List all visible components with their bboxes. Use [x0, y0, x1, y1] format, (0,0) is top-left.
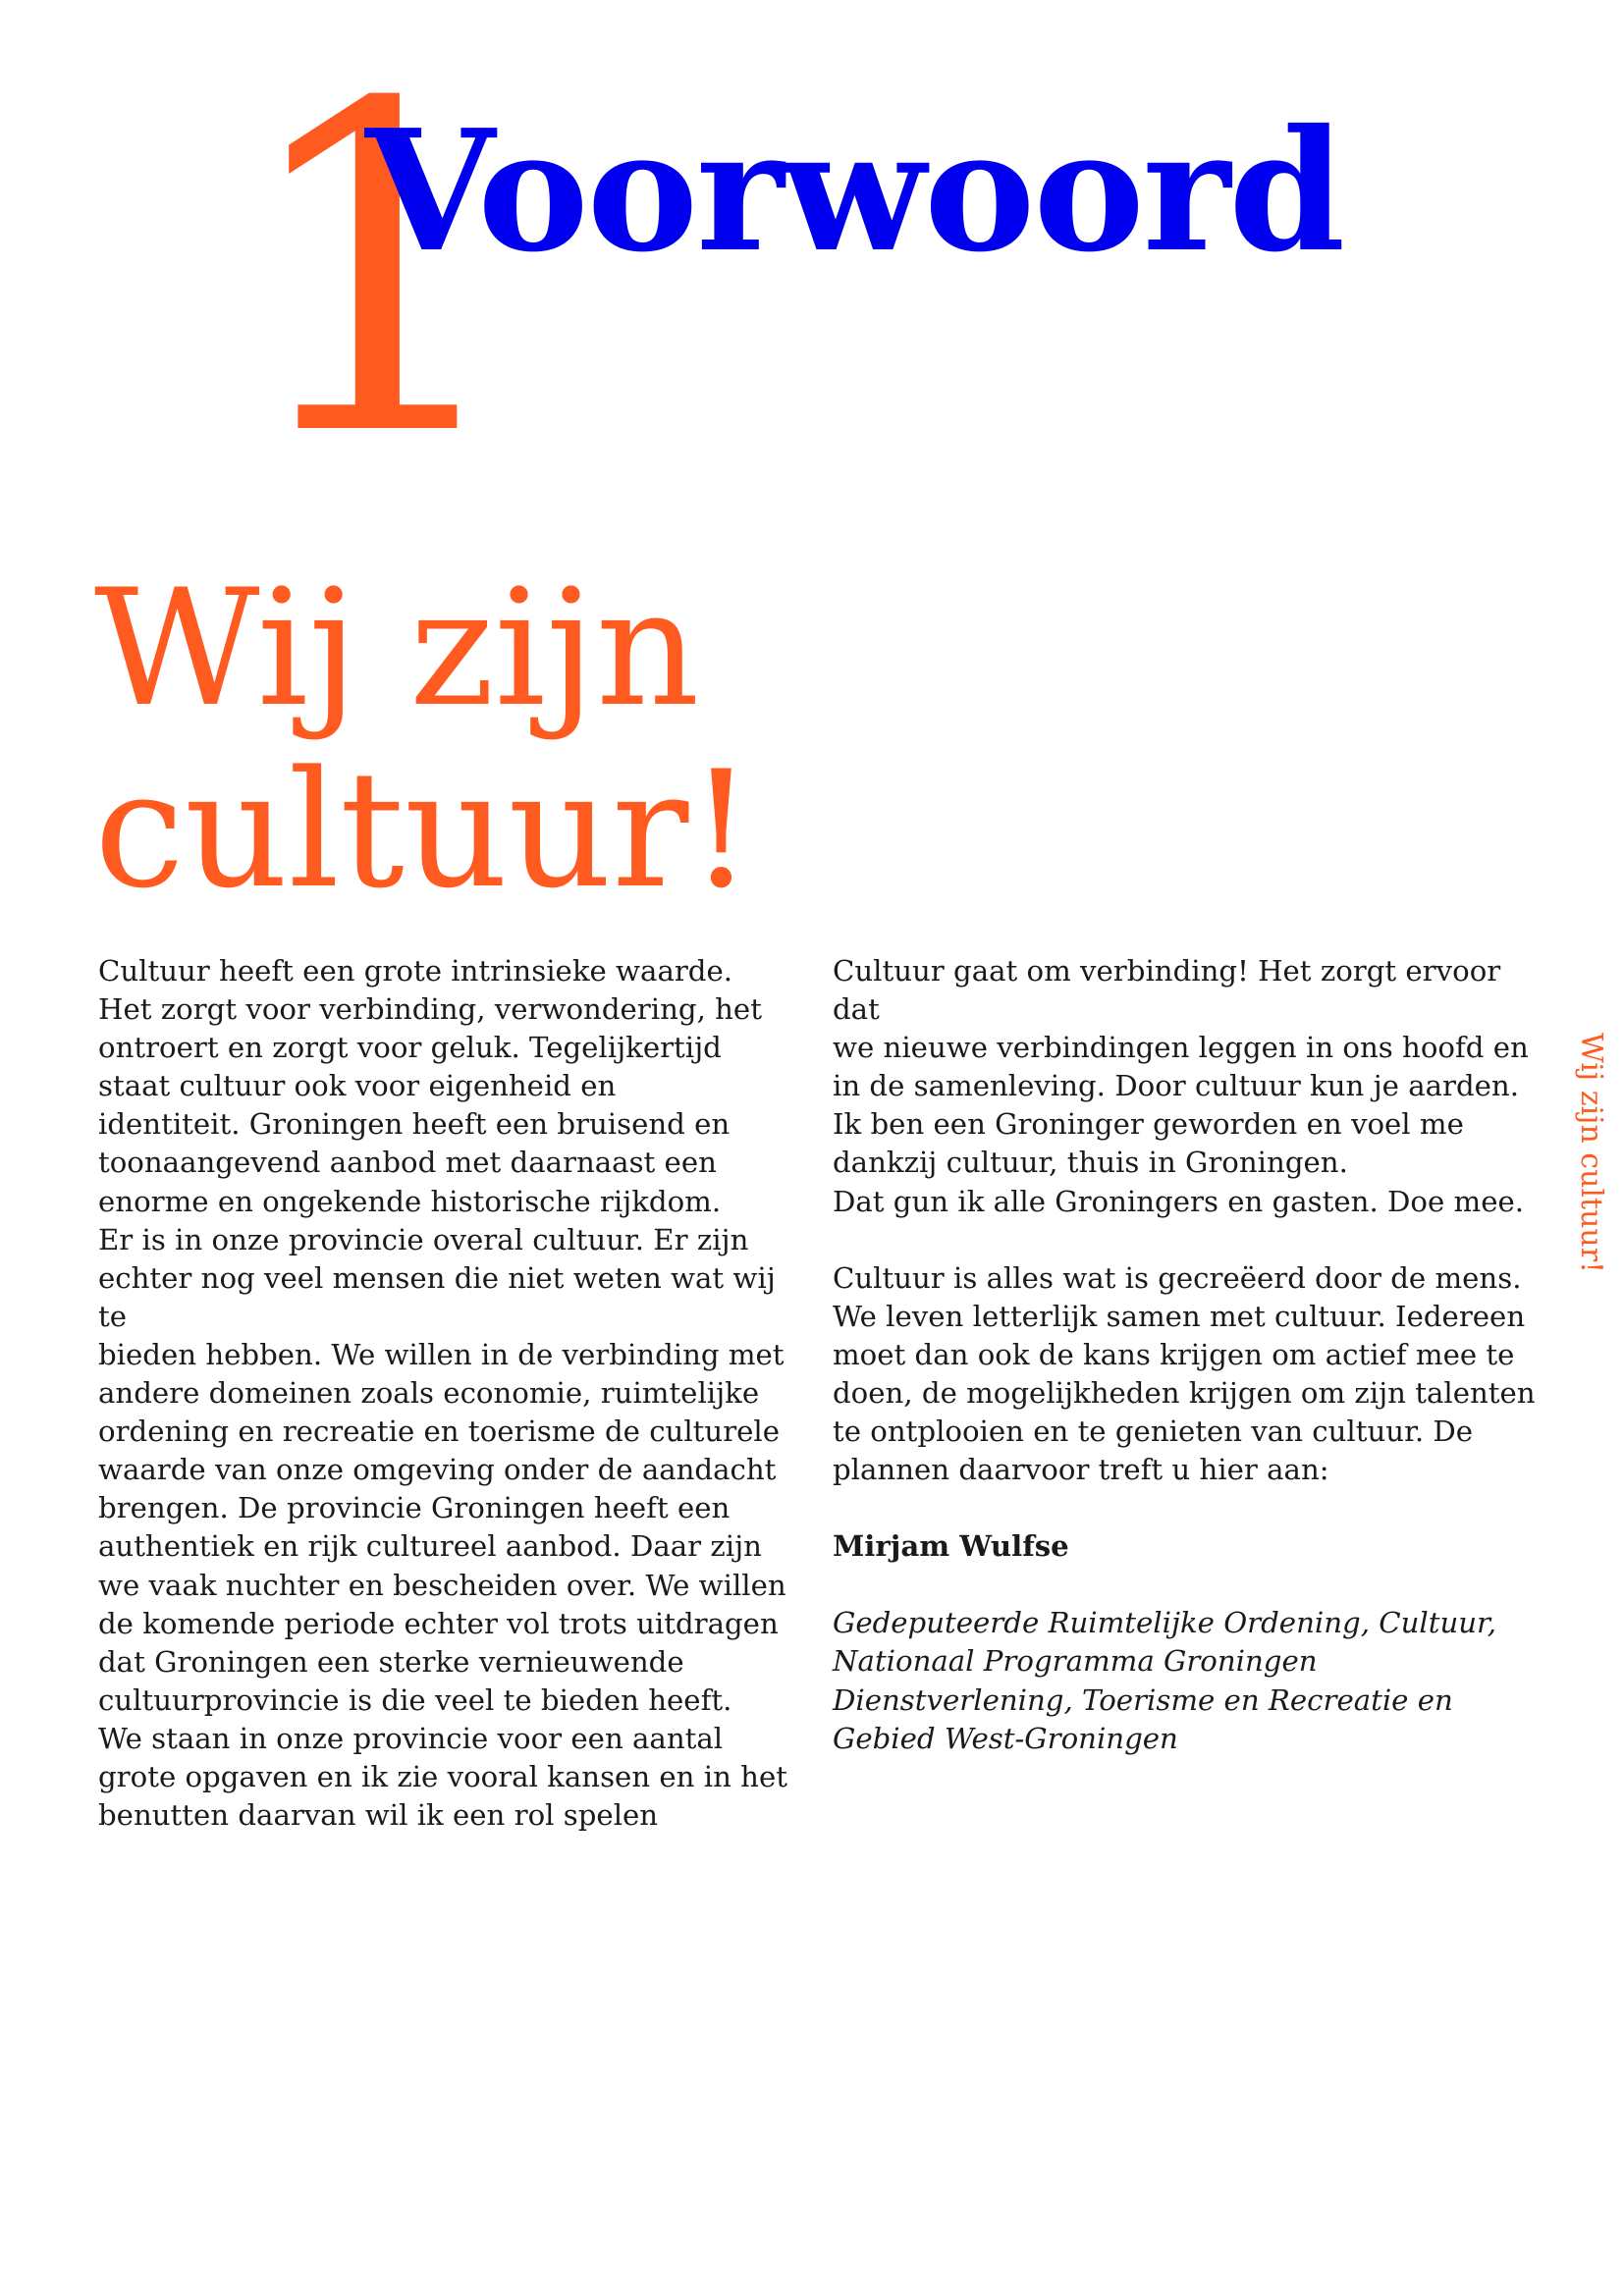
headline: [94, 555, 840, 925]
paragraph-spacer: [833, 1221, 1540, 1259]
right-column: [833, 952, 1540, 1758]
chapter-number: 1: [234, 10, 521, 535]
paragraph-spacer: [833, 1489, 1540, 1527]
paragraph-spacer: [833, 1566, 1540, 1604]
side-running-title: Wij zijn cultuur!: [1574, 1033, 1608, 1274]
left-column: [98, 952, 805, 1835]
signature-name: Mirjam Wulfse: [833, 1529, 1069, 1564]
chapter-title: Voorwoord: [365, 93, 1344, 290]
right-paragraph-1: Cultuur gaat om verbinding! Het zorgt ervoor dat we nieuwe verbindingen leggen in ons hoofd en in de samenleving. Door cultuur kun je aarden. Ik ben een Groninger geworden en voel me dankzij cultuur, thuis in Groningen. Dat gun ik alle Groningers en gasten. Doe mee.: [833, 954, 1529, 1218]
signature-role: Gedeputeerde Ruimtelijke Ordening, Cultuur, Nationaal Programma Groningen Dienstverlening, Toerisme en Recreatie en Gebied West-Groningen: [833, 1606, 1497, 1755]
headline-text: Wij zijn cultuur!: [94, 555, 754, 925]
left-column-text: Cultuur heeft een grote intrinsieke waarde. Het zorgt voor verbinding, verwondering, het ontroert en zorgt voor geluk. Tegelijkertijd staat cultuur ook voor eigenheid en identiteit. Groningen heeft een bruisend en toonaangevend aanbod met daarnaast een enorme en ongekende historische rijkdom. Er is in onze provincie overal cultuur. Er zijn echter nog veel mensen die niet weten wat wij te bieden hebben. We willen in de verbinding met andere domeinen zoals economie, ruimtelijke ordening en recreatie en toerisme de culturele waarde van onze omgeving onder de aandacht brengen. De provincie Groningen heeft een authentiek en rijk cultureel aanbod. Daar zijn we vaak nuchter en bescheiden over. We willen de komende periode echter vol trots uitdragen dat Groningen een sterke vernieuwende cultuurprovincie is die veel te bieden heeft. We staan in onze provincie voor een aantal grote opgaven en ik zie vooral kansen en in het benutten daarvan wil ik een rol spelen: [98, 954, 787, 1833]
right-paragraph-2: Cultuur is alles wat is gecreëerd door de mens. We leven letterlijk samen met cultuur. Iedereen moet dan ook de kans krijgen om actief mee te doen, de mogelijkheden krijgen om zijn talenten te ontplooien en te genieten van cultuur. De plannen daarvoor treft u hier aan:: [833, 1260, 1536, 1487]
